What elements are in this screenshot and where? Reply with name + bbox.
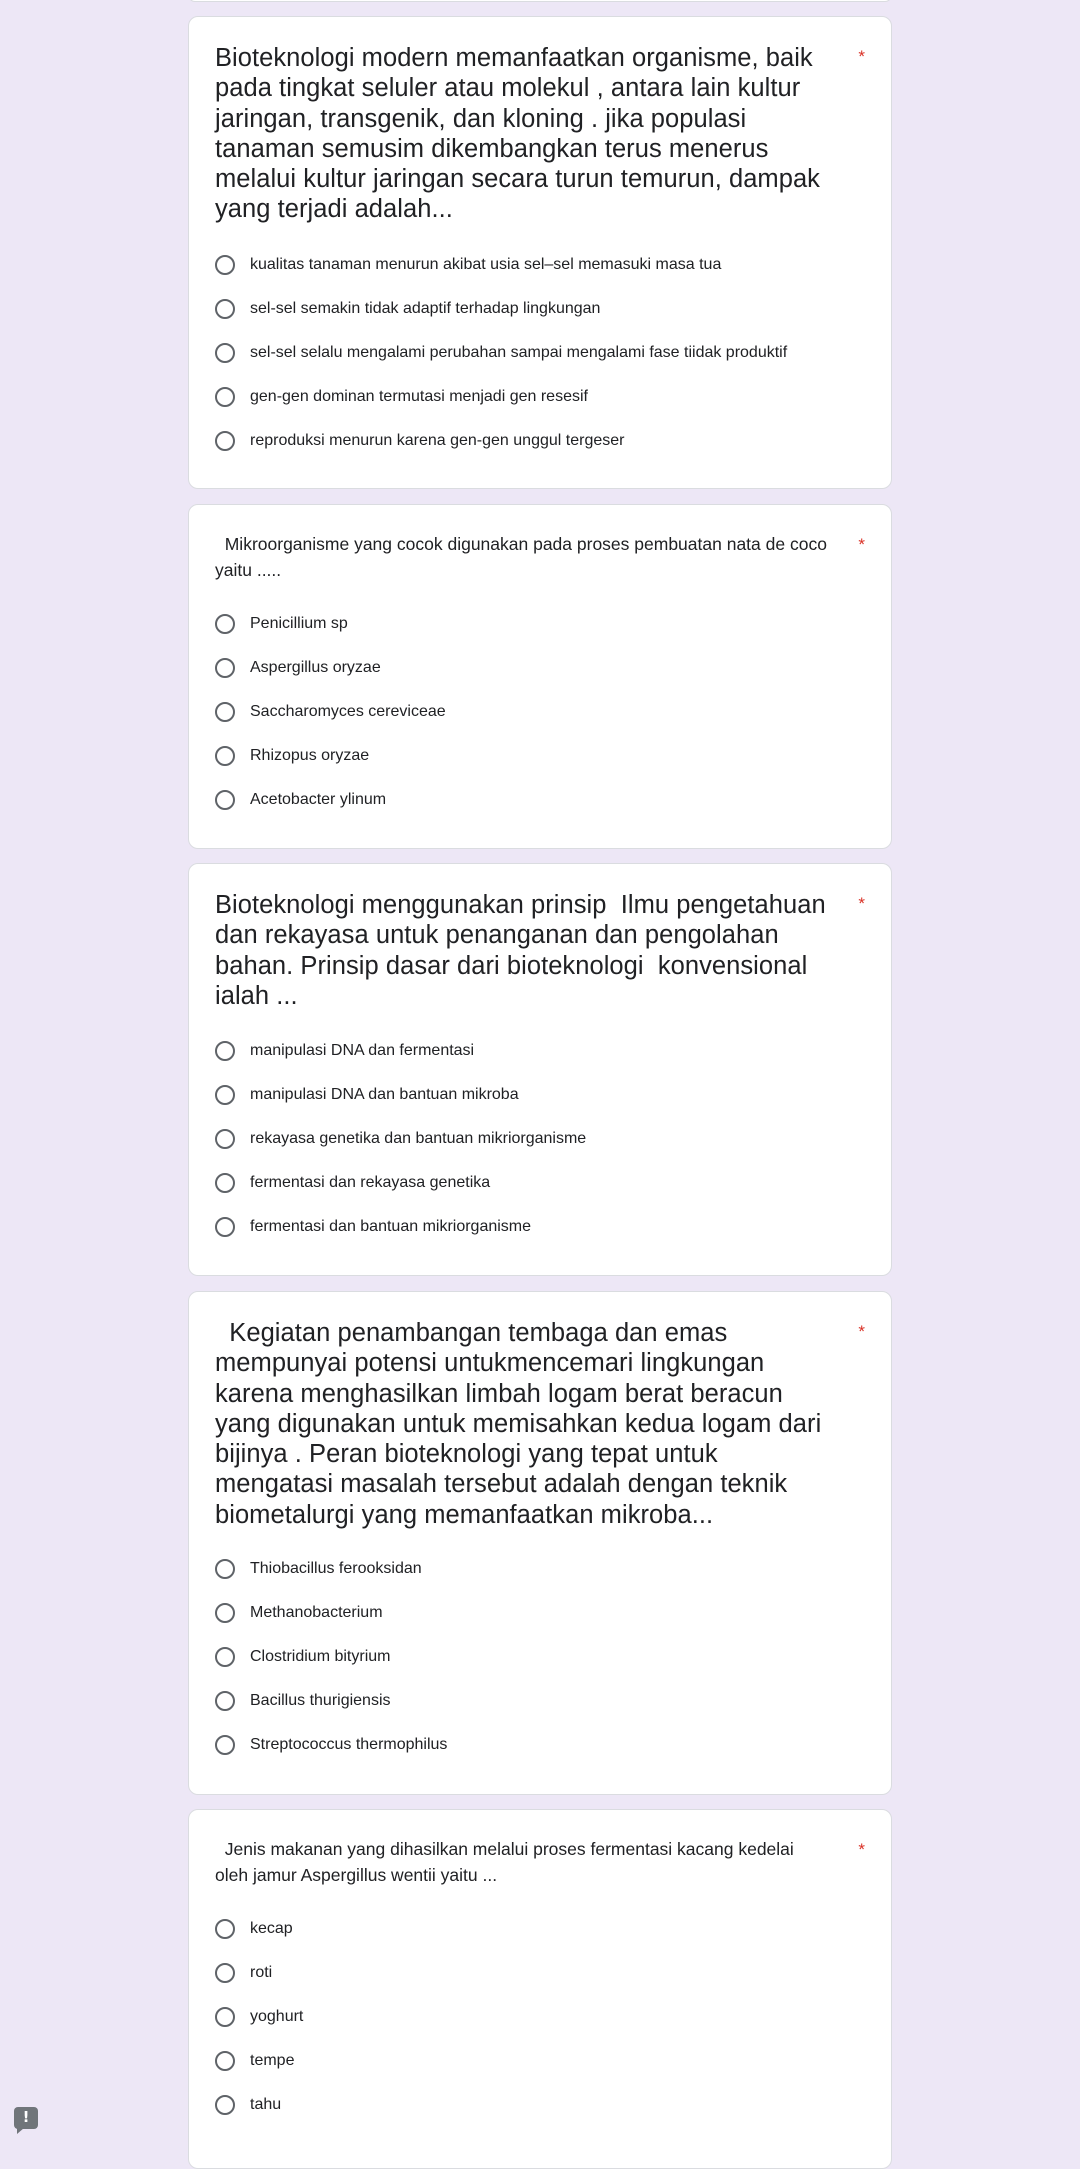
option-label: Saccharomyces cereviceae	[250, 703, 446, 720]
radio-button[interactable]	[215, 2095, 235, 2115]
radio-option[interactable]	[215, 1168, 865, 1198]
radio-option[interactable]	[215, 1080, 865, 1110]
option-label: rekayasa genetika dan bantuan mikriorganisme	[250, 1130, 587, 1147]
radio-button[interactable]	[215, 1085, 235, 1105]
question-card-3	[188, 863, 892, 1276]
radio-option[interactable]	[215, 338, 865, 368]
radio-option[interactable]	[215, 1124, 865, 1154]
option-label: kualitas tanaman menurun akibat usia sel–sel memasuki masa tua	[250, 256, 722, 273]
required-asterisk: *	[858, 47, 865, 66]
radio-button[interactable]	[215, 614, 235, 634]
question-card-4	[188, 1291, 892, 1795]
radio-option[interactable]	[215, 1598, 865, 1628]
option-label: roti	[250, 1964, 273, 1981]
option-label: Streptococcus thermophilus	[250, 1736, 448, 1753]
radio-option[interactable]	[215, 2090, 865, 2120]
radio-option[interactable]	[215, 1730, 865, 1760]
radio-option[interactable]	[215, 741, 865, 771]
option-label: kecap	[250, 1920, 293, 1937]
radio-button[interactable]	[215, 1559, 235, 1579]
radio-option[interactable]	[215, 250, 865, 280]
question-card-5	[188, 1809, 892, 2169]
option-label: yoghurt	[250, 2008, 304, 2025]
question-title: Bioteknologi modern memanfaatkan organisme, baik pada tingkat seluler atau molekul , antara lain kultur jaringan, transgenik, dan kloning . jika populasi tanaman semusim dikembangkan terus menerus melalui kultur jaringan secara turun temurun, dampak yang terjadi adalah...	[215, 44, 828, 224]
radio-button[interactable]	[215, 1647, 235, 1667]
radio-option[interactable]	[215, 294, 865, 324]
option-label: Acetobacter ylinum	[250, 791, 387, 808]
option-label: Aspergillus oryzae	[250, 659, 381, 676]
radio-button[interactable]	[215, 299, 235, 319]
radio-button[interactable]	[215, 1041, 235, 1061]
radio-button[interactable]	[215, 2007, 235, 2027]
radio-button[interactable]	[215, 2051, 235, 2071]
radio-option[interactable]	[215, 785, 865, 815]
option-label: Rhizopus oryzae	[250, 747, 370, 764]
radio-button[interactable]	[215, 746, 235, 766]
option-label: tahu	[250, 2096, 282, 2113]
required-asterisk: *	[858, 1840, 865, 1859]
question-title: Mikroorganisme yang cocok digunakan pada proses pembuatan nata de coco yaitu .....	[215, 534, 832, 580]
radio-button[interactable]	[215, 1963, 235, 1983]
radio-button[interactable]	[215, 1603, 235, 1623]
radio-option[interactable]	[215, 1036, 865, 1066]
radio-button[interactable]	[215, 1173, 235, 1193]
question-card-1	[188, 16, 892, 489]
radio-button[interactable]	[215, 1129, 235, 1149]
option-label: tempe	[250, 2052, 295, 2069]
radio-option[interactable]	[215, 1212, 865, 1242]
radio-button[interactable]	[215, 343, 235, 363]
radio-option[interactable]	[215, 1554, 865, 1584]
radio-option[interactable]	[215, 2002, 865, 2032]
option-label: Methanobacterium	[250, 1604, 383, 1621]
required-asterisk: *	[858, 535, 865, 554]
radio-option[interactable]	[215, 1642, 865, 1672]
radio-button[interactable]	[215, 387, 235, 407]
question-title: Jenis makanan yang dihasilkan melalui proses fermentasi kacang kedelai oleh jamur Aspergillus wentii yaitu ...	[215, 1839, 799, 1885]
required-asterisk: *	[858, 894, 865, 913]
radio-option[interactable]	[215, 1686, 865, 1716]
radio-button[interactable]	[215, 1691, 235, 1711]
radio-button[interactable]	[215, 702, 235, 722]
option-label: fermentasi dan rekayasa genetika	[250, 1174, 491, 1191]
question-title: Kegiatan penambangan tembaga dan emas mempunyai potensi untukmencemari lingkungan karena menghasilkan limbah logam berat beracun yang digunakan untuk memisahkan kedua logam dari bijinya . Peran bioteknologi yang tepat untuk mengatasi masalah tersebut adalah dengan teknik biometalurgi yang memanfaatkan mikroba...	[215, 1319, 829, 1529]
radio-option[interactable]	[215, 1958, 865, 1988]
previous-question-card-edge	[188, 0, 892, 2]
option-label: gen-gen dominan termutasi menjadi gen resesif	[250, 388, 588, 405]
radio-button[interactable]	[215, 1735, 235, 1755]
radio-option[interactable]	[215, 2046, 865, 2076]
radio-option[interactable]	[215, 1914, 865, 1944]
radio-button[interactable]	[215, 1217, 235, 1237]
option-label: reproduksi menurun karena gen-gen unggul tergeser	[250, 432, 625, 449]
option-label: Penicillium sp	[250, 615, 348, 632]
option-label: manipulasi DNA dan fermentasi	[250, 1042, 475, 1059]
radio-option[interactable]	[215, 382, 865, 412]
question-title: Bioteknologi menggunakan prinsip Ilmu pengetahuan dan rekayasa untuk penanganan dan pengolahan bahan. Prinsip dasar dari bioteknologi konvensional ialah ...	[215, 891, 833, 1010]
option-label: fermentasi dan bantuan mikriorganisme	[250, 1218, 532, 1235]
question-card-2	[188, 504, 892, 849]
radio-button[interactable]	[215, 431, 235, 451]
radio-button[interactable]	[215, 255, 235, 275]
option-label: manipulasi DNA dan bantuan mikroba	[250, 1086, 519, 1103]
radio-option[interactable]	[215, 653, 865, 683]
radio-button[interactable]	[215, 790, 235, 810]
option-label: Bacillus thurigiensis	[250, 1692, 391, 1709]
radio-option[interactable]	[215, 426, 865, 456]
option-label: sel-sel selalu mengalami perubahan sampai mengalami fase tiidak produktif	[250, 344, 788, 361]
report-feedback-icon[interactable]: !	[14, 2107, 38, 2129]
option-label: Thiobacillus ferooksidan	[250, 1560, 422, 1577]
option-label: Clostridium bityrium	[250, 1648, 391, 1665]
radio-button[interactable]	[215, 1919, 235, 1939]
option-label: sel-sel semakin tidak adaptif terhadap lingkungan	[250, 300, 601, 317]
required-asterisk: *	[858, 1322, 865, 1341]
radio-option[interactable]	[215, 697, 865, 727]
radio-button[interactable]	[215, 658, 235, 678]
radio-option[interactable]	[215, 609, 865, 639]
